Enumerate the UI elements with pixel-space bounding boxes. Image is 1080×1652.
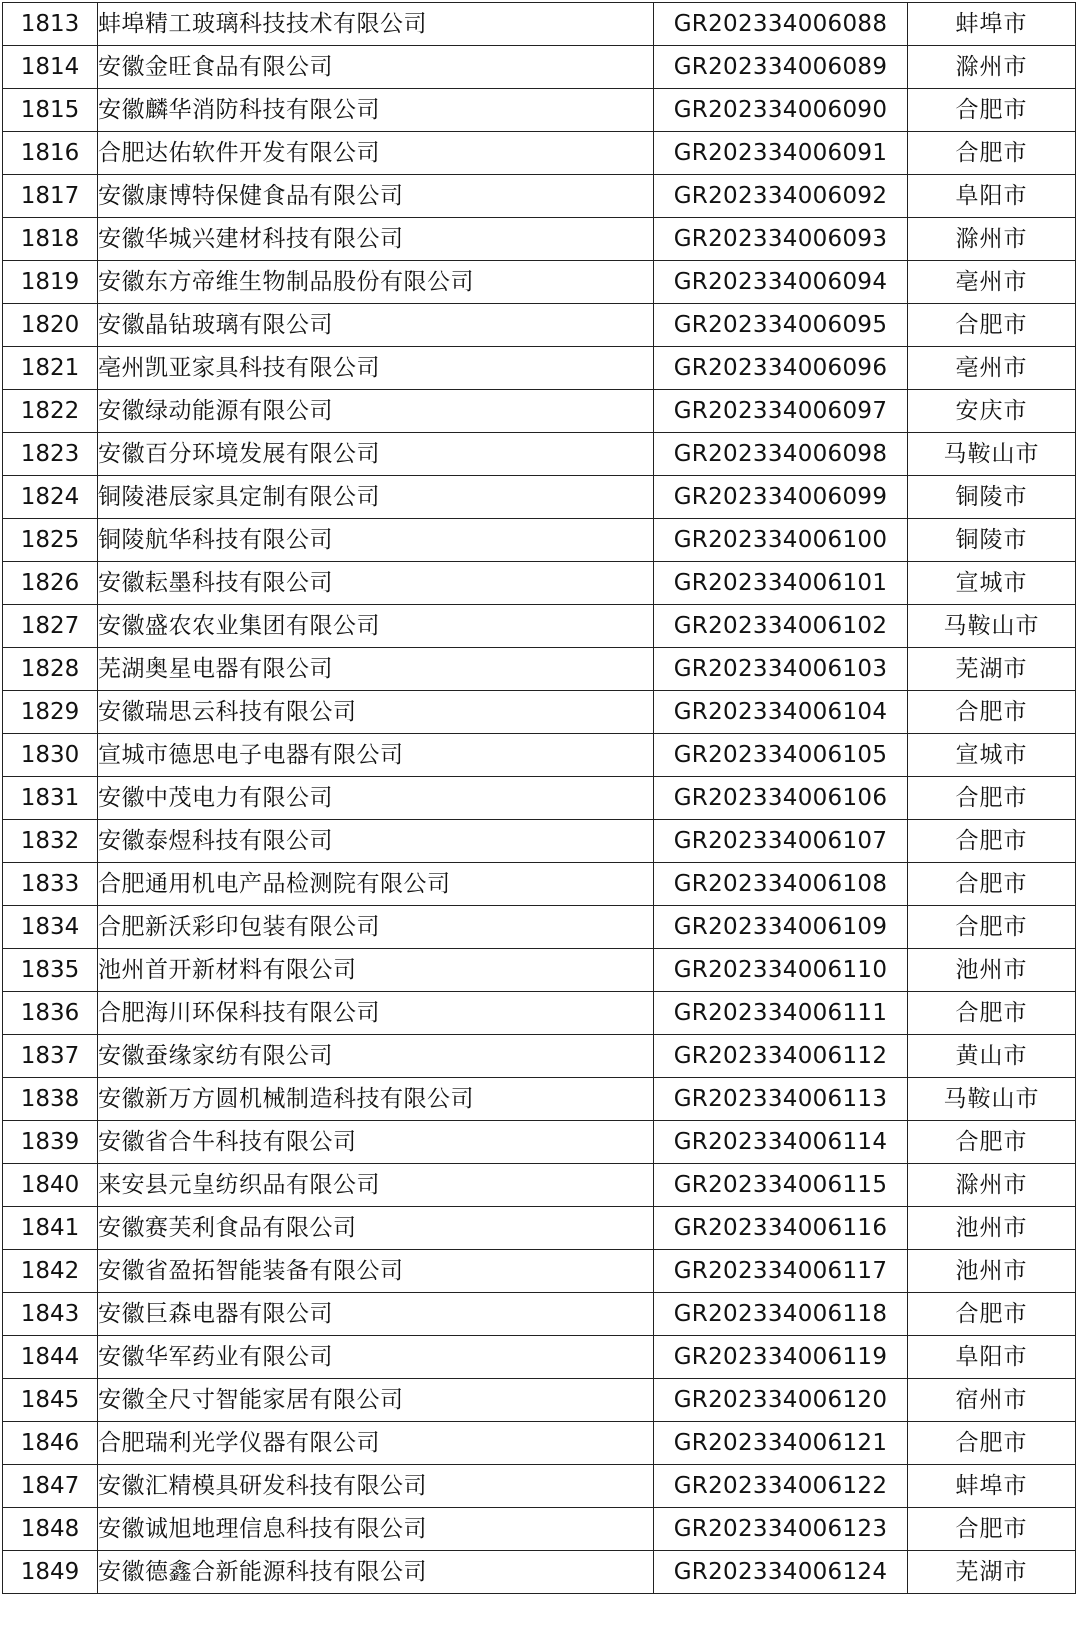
- city-cell: 合肥市: [908, 89, 1076, 132]
- certificate-number-cell: GR202334006102: [654, 605, 908, 648]
- table-row: [3, 820, 1076, 863]
- certificate-number-cell: GR202334006112: [654, 1035, 908, 1078]
- company-name-cell: 安徽德鑫合新能源科技有限公司: [98, 1551, 654, 1594]
- certificate-number-cell: GR202334006121: [654, 1422, 908, 1465]
- company-name-cell: 安徽全尺寸智能家居有限公司: [98, 1379, 654, 1422]
- certificate-number-cell: GR202334006107: [654, 820, 908, 863]
- city-cell: 铜陵市: [908, 519, 1076, 562]
- company-name-cell: 安徽中茂电力有限公司: [98, 777, 654, 820]
- serial-number-cell: 1829: [3, 691, 98, 734]
- serial-number-cell: 1838: [3, 1078, 98, 1121]
- table-row: [3, 175, 1076, 218]
- serial-number-cell: 1842: [3, 1250, 98, 1293]
- serial-number-cell: 1845: [3, 1379, 98, 1422]
- table-row: [3, 1379, 1076, 1422]
- company-name-cell: 安徽晶钻玻璃有限公司: [98, 304, 654, 347]
- table-row: [3, 906, 1076, 949]
- table-row: [3, 1422, 1076, 1465]
- city-cell: 亳州市: [908, 261, 1076, 304]
- certificate-number-cell: GR202334006122: [654, 1465, 908, 1508]
- city-cell: 滁州市: [908, 1164, 1076, 1207]
- company-name-cell: 安徽金旺食品有限公司: [98, 46, 654, 89]
- serial-number-cell: 1823: [3, 433, 98, 476]
- certificate-number-cell: GR202334006110: [654, 949, 908, 992]
- city-cell: 亳州市: [908, 347, 1076, 390]
- certificate-number-cell: GR202334006123: [654, 1508, 908, 1551]
- city-cell: 蚌埠市: [908, 3, 1076, 46]
- certificate-number-cell: GR202334006116: [654, 1207, 908, 1250]
- certificate-number-cell: GR202334006100: [654, 519, 908, 562]
- company-name-cell: 安徽泰煜科技有限公司: [98, 820, 654, 863]
- company-name-cell: 安徽百分环境发展有限公司: [98, 433, 654, 476]
- serial-number-cell: 1831: [3, 777, 98, 820]
- city-cell: 合肥市: [908, 1293, 1076, 1336]
- company-name-cell: 宣城市德思电子电器有限公司: [98, 734, 654, 777]
- company-name-cell: 安徽省合牛科技有限公司: [98, 1121, 654, 1164]
- certificate-number-cell: GR202334006099: [654, 476, 908, 519]
- company-name-cell: 合肥通用机电产品检测院有限公司: [98, 863, 654, 906]
- table-row: [3, 1336, 1076, 1379]
- city-cell: 池州市: [908, 1250, 1076, 1293]
- company-name-cell: 芜湖奥星电器有限公司: [98, 648, 654, 691]
- certificate-number-cell: GR202334006111: [654, 992, 908, 1035]
- certificate-number-cell: GR202334006114: [654, 1121, 908, 1164]
- table-row: [3, 218, 1076, 261]
- table-row: [3, 1035, 1076, 1078]
- table-row: [3, 863, 1076, 906]
- serial-number-cell: 1848: [3, 1508, 98, 1551]
- serial-number-cell: 1849: [3, 1551, 98, 1594]
- table-row: [3, 992, 1076, 1035]
- table-body: [3, 3, 1076, 1594]
- serial-number-cell: 1846: [3, 1422, 98, 1465]
- city-cell: 合肥市: [908, 1121, 1076, 1164]
- certificate-number-cell: GR202334006101: [654, 562, 908, 605]
- certificate-number-cell: GR202334006117: [654, 1250, 908, 1293]
- company-name-cell: 安徽汇精模具研发科技有限公司: [98, 1465, 654, 1508]
- certificate-number-cell: GR202334006124: [654, 1551, 908, 1594]
- table-row: [3, 734, 1076, 777]
- company-name-cell: 安徽赛芙利食品有限公司: [98, 1207, 654, 1250]
- serial-number-cell: 1816: [3, 132, 98, 175]
- serial-number-cell: 1839: [3, 1121, 98, 1164]
- certificate-number-cell: GR202334006115: [654, 1164, 908, 1207]
- city-cell: 合肥市: [908, 863, 1076, 906]
- certificate-number-cell: GR202334006090: [654, 89, 908, 132]
- company-name-cell: 合肥新沃彩印包装有限公司: [98, 906, 654, 949]
- table-row: [3, 1508, 1076, 1551]
- table-row: [3, 1207, 1076, 1250]
- city-cell: 黄山市: [908, 1035, 1076, 1078]
- company-name-cell: 安徽蚕缘家纺有限公司: [98, 1035, 654, 1078]
- certificate-number-cell: GR202334006094: [654, 261, 908, 304]
- certificate-number-cell: GR202334006106: [654, 777, 908, 820]
- serial-number-cell: 1836: [3, 992, 98, 1035]
- company-name-cell: 合肥海川环保科技有限公司: [98, 992, 654, 1035]
- company-name-cell: 铜陵港辰家具定制有限公司: [98, 476, 654, 519]
- table-row: [3, 1250, 1076, 1293]
- serial-number-cell: 1835: [3, 949, 98, 992]
- serial-number-cell: 1819: [3, 261, 98, 304]
- certificate-number-cell: GR202334006109: [654, 906, 908, 949]
- company-name-cell: 合肥达佑软件开发有限公司: [98, 132, 654, 175]
- city-cell: 池州市: [908, 1207, 1076, 1250]
- city-cell: 合肥市: [908, 777, 1076, 820]
- serial-number-cell: 1824: [3, 476, 98, 519]
- table-row: [3, 433, 1076, 476]
- city-cell: 阜阳市: [908, 1336, 1076, 1379]
- table-row: [3, 390, 1076, 433]
- city-cell: 宿州市: [908, 1379, 1076, 1422]
- certificate-number-cell: GR202334006118: [654, 1293, 908, 1336]
- city-cell: 阜阳市: [908, 175, 1076, 218]
- city-cell: 合肥市: [908, 1508, 1076, 1551]
- company-name-cell: 来安县元皇纺织品有限公司: [98, 1164, 654, 1207]
- city-cell: 合肥市: [908, 304, 1076, 347]
- table-row: [3, 691, 1076, 734]
- table-row: [3, 1465, 1076, 1508]
- city-cell: 马鞍山市: [908, 433, 1076, 476]
- certificate-number-cell: GR202334006103: [654, 648, 908, 691]
- city-cell: 合肥市: [908, 132, 1076, 175]
- table-row: [3, 1078, 1076, 1121]
- serial-number-cell: 1815: [3, 89, 98, 132]
- city-cell: 滁州市: [908, 46, 1076, 89]
- city-cell: 马鞍山市: [908, 605, 1076, 648]
- serial-number-cell: 1827: [3, 605, 98, 648]
- company-name-cell: 安徽麟华消防科技有限公司: [98, 89, 654, 132]
- certificate-number-cell: GR202334006104: [654, 691, 908, 734]
- serial-number-cell: 1826: [3, 562, 98, 605]
- company-name-cell: 安徽省盈拓智能装备有限公司: [98, 1250, 654, 1293]
- city-cell: 芜湖市: [908, 1551, 1076, 1594]
- certificate-number-cell: GR202334006113: [654, 1078, 908, 1121]
- city-cell: 合肥市: [908, 820, 1076, 863]
- table-row: [3, 777, 1076, 820]
- serial-number-cell: 1834: [3, 906, 98, 949]
- table-row: [3, 1164, 1076, 1207]
- company-name-cell: 亳州凯亚家具科技有限公司: [98, 347, 654, 390]
- serial-number-cell: 1813: [3, 3, 98, 46]
- company-name-cell: 安徽东方帝维生物制品股份有限公司: [98, 261, 654, 304]
- table-row: [3, 476, 1076, 519]
- certificate-number-cell: GR202334006095: [654, 304, 908, 347]
- serial-number-cell: 1818: [3, 218, 98, 261]
- table-row: [3, 132, 1076, 175]
- table-row: [3, 949, 1076, 992]
- serial-number-cell: 1833: [3, 863, 98, 906]
- table-row: [3, 347, 1076, 390]
- serial-number-cell: 1837: [3, 1035, 98, 1078]
- certificate-number-cell: GR202334006093: [654, 218, 908, 261]
- company-name-cell: 安徽耘墨科技有限公司: [98, 562, 654, 605]
- certificate-number-cell: GR202334006105: [654, 734, 908, 777]
- certificate-number-cell: GR202334006097: [654, 390, 908, 433]
- company-name-cell: 合肥瑞利光学仪器有限公司: [98, 1422, 654, 1465]
- company-name-cell: 铜陵航华科技有限公司: [98, 519, 654, 562]
- table-row: [3, 562, 1076, 605]
- company-name-cell: 安徽盛农农业集团有限公司: [98, 605, 654, 648]
- serial-number-cell: 1817: [3, 175, 98, 218]
- serial-number-cell: 1841: [3, 1207, 98, 1250]
- serial-number-cell: 1825: [3, 519, 98, 562]
- serial-number-cell: 1847: [3, 1465, 98, 1508]
- city-cell: 合肥市: [908, 1422, 1076, 1465]
- table-row: [3, 1551, 1076, 1594]
- serial-number-cell: 1844: [3, 1336, 98, 1379]
- serial-number-cell: 1822: [3, 390, 98, 433]
- company-name-cell: 蚌埠精工玻璃科技技术有限公司: [98, 3, 654, 46]
- table-row: [3, 46, 1076, 89]
- city-cell: 合肥市: [908, 992, 1076, 1035]
- city-cell: 池州市: [908, 949, 1076, 992]
- company-name-cell: 安徽华城兴建材科技有限公司: [98, 218, 654, 261]
- serial-number-cell: 1832: [3, 820, 98, 863]
- city-cell: 合肥市: [908, 906, 1076, 949]
- certificate-number-cell: GR202334006091: [654, 132, 908, 175]
- city-cell: 安庆市: [908, 390, 1076, 433]
- table-row: [3, 519, 1076, 562]
- certificate-number-cell: GR202334006098: [654, 433, 908, 476]
- certificate-number-cell: GR202334006120: [654, 1379, 908, 1422]
- company-name-cell: 安徽巨森电器有限公司: [98, 1293, 654, 1336]
- table-row: [3, 648, 1076, 691]
- certificate-number-cell: GR202334006108: [654, 863, 908, 906]
- city-cell: 宣城市: [908, 734, 1076, 777]
- serial-number-cell: 1820: [3, 304, 98, 347]
- city-cell: 铜陵市: [908, 476, 1076, 519]
- serial-number-cell: 1830: [3, 734, 98, 777]
- table-row: [3, 261, 1076, 304]
- table-row: [3, 1293, 1076, 1336]
- table-row: [3, 304, 1076, 347]
- serial-number-cell: 1840: [3, 1164, 98, 1207]
- serial-number-cell: 1814: [3, 46, 98, 89]
- serial-number-cell: 1828: [3, 648, 98, 691]
- city-cell: 合肥市: [908, 691, 1076, 734]
- table-row: [3, 1121, 1076, 1164]
- certificate-number-cell: GR202334006089: [654, 46, 908, 89]
- company-name-cell: 安徽康博特保健食品有限公司: [98, 175, 654, 218]
- table-row: [3, 89, 1076, 132]
- certificate-number-cell: GR202334006088: [654, 3, 908, 46]
- company-name-cell: 池州首开新材料有限公司: [98, 949, 654, 992]
- city-cell: 蚌埠市: [908, 1465, 1076, 1508]
- company-name-cell: 安徽华军药业有限公司: [98, 1336, 654, 1379]
- certificate-number-cell: GR202334006092: [654, 175, 908, 218]
- serial-number-cell: 1843: [3, 1293, 98, 1336]
- company-name-cell: 安徽诚旭地理信息科技有限公司: [98, 1508, 654, 1551]
- city-cell: 滁州市: [908, 218, 1076, 261]
- table-row: [3, 605, 1076, 648]
- company-name-cell: 安徽新万方圆机械制造科技有限公司: [98, 1078, 654, 1121]
- city-cell: 马鞍山市: [908, 1078, 1076, 1121]
- serial-number-cell: 1821: [3, 347, 98, 390]
- city-cell: 宣城市: [908, 562, 1076, 605]
- city-cell: 芜湖市: [908, 648, 1076, 691]
- company-name-cell: 安徽瑞思云科技有限公司: [98, 691, 654, 734]
- certificate-number-cell: GR202334006096: [654, 347, 908, 390]
- certificate-table: [2, 2, 1076, 1594]
- certificate-number-cell: GR202334006119: [654, 1336, 908, 1379]
- company-name-cell: 安徽绿动能源有限公司: [98, 390, 654, 433]
- table-row: [3, 3, 1076, 46]
